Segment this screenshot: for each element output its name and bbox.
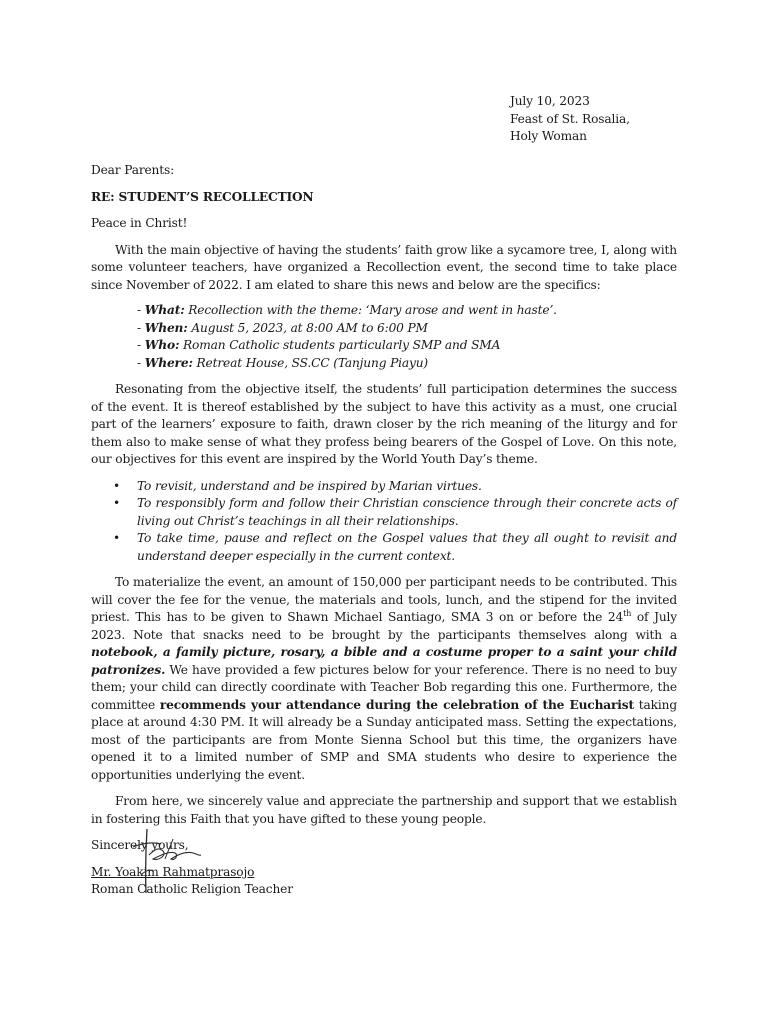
specific-item: - When: August 5, 2023, at 8:00 AM to 6:00 PM [137,320,428,335]
handwritten-signature-icon [113,825,203,897]
logistics-paragraph: To materialize the event, an amount of 150,000 per participant needs to be contributed. This will cover the fee for the venue, the materials and tools, lunch, and the stipend for the invited priest. This has to be given to Shawn Michael Santiago, SMA 3 on or before the 24th of July 2023. Note that snacks need to be brought by the participants themselves along with a notebook, a family picture, rosary, a bible and a costume proper to a saint your child patronizes. We have provided a few pictures below for your reference. There is no need to buy them; your child can directly coordinate with Teacher Bob regarding this one. Furthermore, the committee recommends your attendance during the celebration of the Eucharist taking place at around 4:30 PM. It will already be a Sunday anticipated mass. Setting the expectations, most of the participants are from Monte Sienna School but this time, the organizers have opened it to a limited number of SMP and SMA students who desire to experience the opportunities underlying the event. [91,575,678,782]
letter-body [91,162,677,899]
specific-label: What [144,303,181,317]
bullet-icon: • [113,496,121,510]
signer-name: Mr. Yoakim Rahmatprasojo [91,864,255,879]
objectives-list [91,478,677,566]
sign-off: Sincerely yours, [91,838,189,852]
specific-item: - Where: Retreat House, SS.CC (Tanjung Piayu) [137,355,429,370]
specifics-list [137,302,677,372]
specific-label: When [144,320,184,335]
specific-value: Recollection with the theme: ‘Mary arose and went in haste’. [188,303,557,317]
feast-line-2: Holy Woman [510,129,587,143]
specific-value: Retreat House, SS.CC (Tanjung Piayu) [196,355,429,370]
bullet-icon: • [113,531,121,545]
objective-item: • To revisit, understand and be inspired by Marian virtues. [91,478,677,496]
closing-paragraph: From here, we sincerely value and appreciate the partnership and support that we establish in fostering this Faith that you have gifted to these young people. [91,794,677,826]
objective-item: • To responsibly form and follow their Christian conscience through their concrete acts of living out Christ’s teachings in all their relationships. [113,496,677,528]
required-items: notebook, a family picture, rosary, a bible and a costume proper to a saint your child patronizes. [91,645,677,677]
date-block [510,93,630,146]
subject-line: RE: STUDENT’S RECOLLECTION [91,189,314,204]
specific-label: Who [144,338,175,352]
bullet-icon: • [113,478,121,493]
signer-title: Roman Catholic Religion Teacher [91,882,293,896]
signature-block [91,837,677,899]
specific-label: Where [144,355,189,370]
specific-item: - What: Recollection with the theme: ‘Mary arose and went in haste’. [137,303,557,317]
greeting: Peace in Christ! [91,216,188,230]
specific-value: August 5, 2023, at 8:00 AM to 6:00 PM [191,320,428,335]
specific-value: Roman Catholic students particularly SMP and SMA [183,338,501,352]
feast-line-1: Feast of St. Rosalia, [510,111,630,126]
intro-paragraph: With the main objective of having the students’ faith grow like a sycamore tree, I, along with some volunteer teachers, have organized a Recollection event, the second time to take place since November of 2022. I am elated to share this news and below are the specifics: [91,242,677,292]
specific-item: - Who: Roman Catholic students particularly SMP and SMA [137,338,501,352]
eucharist-recommendation: recommends your attendance during the celebration of the Eucharist [159,697,634,712]
salutation: Dear Parents: [91,163,175,177]
objective-item: • To take time, pause and reflect on the Gospel values that they all ought to revisit and understand deeper especially in the current context. [113,531,677,563]
letter-date: July 10, 2023 [510,94,590,108]
objective-paragraph: Resonating from the objective itself, the students’ full participation determines the success of the event. It is thereof established by the subject to have this activity as a must, one crucial part of the learners’ exposure to faith, drawn closer by the rich meaning of the liturgy and for them also to make sense of what they profess being bearers of the Gospel of Love. On this note, our objectives for this event are inspired by the World Youth Day’s theme. [91,382,677,466]
